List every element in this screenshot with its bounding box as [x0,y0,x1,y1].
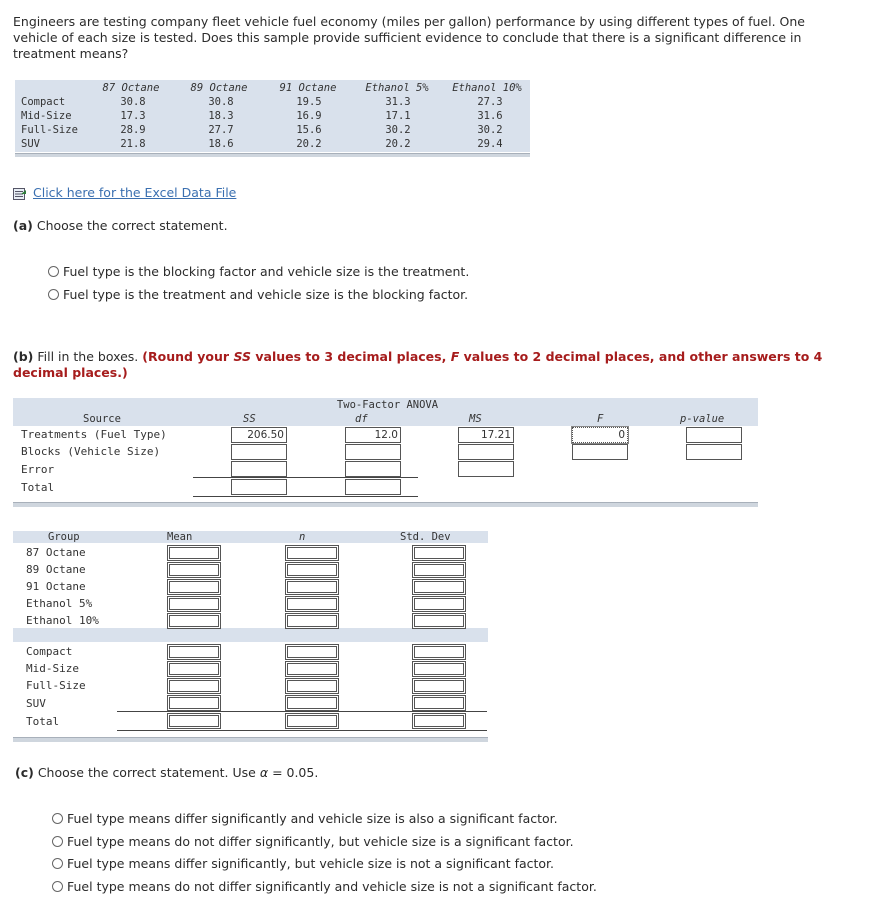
table-cell: 27.7 [208,124,234,136]
group-total-line-bottom [117,730,487,731]
row-label: SUV [21,138,40,150]
table-cell: 17.3 [120,110,146,122]
anova-title: Two-Factor ANOVA [336,399,439,411]
col-header: Ethanol 5% [365,82,429,94]
ss-treatments-input[interactable]: 206.50 [231,427,287,443]
row-label: Compact [21,96,66,108]
sd-header: Std. Dev [400,531,451,543]
mean-input[interactable] [167,545,221,561]
group-size-label: Full-Size [26,679,86,692]
group-fuel-label: Ethanol 5% [26,597,93,610]
n-input[interactable] [285,562,339,578]
part-a-prompt [13,218,228,233]
n-input[interactable] [285,713,339,729]
mean-input[interactable] [167,695,221,711]
part-a-text: Choose the correct statement. [36,218,228,233]
group-size-label: Total [26,715,60,728]
sd-input[interactable] [412,613,466,629]
mean-input[interactable] [167,713,221,729]
p-treatments-input[interactable] [686,427,742,443]
mean-input[interactable] [167,613,221,629]
mean-input[interactable] [167,562,221,578]
n-input[interactable] [285,596,339,612]
part-c-option-3-label[interactable]: Fuel type means differ significantly, but vehicle size is not a significant factor. [67,856,555,871]
table-cell: 17.1 [385,110,411,122]
mean-input[interactable] [167,579,221,595]
table-cell: 15.6 [296,124,322,136]
part-b-instr-ss: SS [233,349,252,364]
part-b-instr-1: (Round your [142,349,234,364]
anova-row-label: Error [21,463,55,476]
group-separator-band [13,628,488,642]
col-header: 89 Octane [190,82,248,94]
table-cell: 20.2 [385,138,411,150]
table-cell: 18.3 [208,110,234,122]
f-treatments-input[interactable]: 0 [572,427,628,443]
part-b-text: Fill in the boxes. [37,349,139,364]
table-cell: 27.3 [477,96,503,108]
part-c-option-3-radio[interactable] [52,858,63,869]
df-error-input[interactable] [345,461,401,477]
sd-input[interactable] [412,661,466,677]
group-fuel-label: 87 Octane [26,546,86,559]
part-c-option-1-radio[interactable] [52,813,63,824]
anova-row-label: Total [21,481,55,494]
sd-input[interactable] [412,713,466,729]
question-intro: Engineers are testing company fleet vehicle fuel economy (miles per gallon) performance by using different types of fuel. One vehicle of each size is tested. Does this sample provide sufficient evidence to conclude that there is a significant difference in treatment means? [13,14,805,61]
sd-input[interactable] [412,596,466,612]
anova-total-line-bottom [193,496,418,497]
mean-input[interactable] [167,678,221,694]
group-size-label: Compact [26,645,73,658]
df-treatments-input[interactable]: 12.0 [345,427,401,443]
part-b-prompt [13,349,843,381]
group-total-line [117,711,487,712]
alpha-value: = 0.05. [272,765,319,780]
table-cell: 21.8 [120,138,146,150]
table-cell: 30.2 [385,124,411,136]
anova-header-ms: MS [469,413,482,425]
mean-header: Mean [167,531,193,543]
part-c-option-4-label[interactable]: Fuel type means do not differ significantly and vehicle size is not a significant factor. [67,879,597,894]
anova-header-p: p-value [680,413,725,425]
part-c-option-2-label[interactable]: Fuel type means do not differ significantly, but vehicle size is a significant factor. [67,834,574,849]
n-input[interactable] [285,678,339,694]
group-size-label: SUV [26,697,46,710]
ms-treatments-input[interactable]: 17.21 [458,427,514,443]
sd-input[interactable] [412,644,466,660]
part-b-label: (b) [13,349,34,364]
n-input[interactable] [285,579,339,595]
anova-header-ss: SS [243,413,256,425]
ms-blocks-input[interactable] [458,444,514,460]
ss-total-input[interactable] [231,479,287,495]
table-cell: 19.5 [296,96,322,108]
df-total-input[interactable] [345,479,401,495]
table-cell: 30.8 [120,96,146,108]
col-header: 87 Octane [102,82,160,94]
ss-blocks-input[interactable] [231,444,287,460]
part-c-option-2-radio[interactable] [52,836,63,847]
anova-row-label: Blocks (Vehicle Size) [21,445,161,458]
mean-input[interactable] [167,596,221,612]
table-cell: 20.2 [296,138,322,150]
group-fuel-label: Ethanol 10% [26,614,99,627]
df-blocks-input[interactable] [345,444,401,460]
part-a-label: (a) [13,218,33,233]
group-fuel-label: 89 Octane [26,563,86,576]
f-blocks-input[interactable] [572,444,628,460]
col-header: 91 Octane [279,82,337,94]
ms-error-input[interactable] [458,461,514,477]
excel-data-link[interactable]: Click here for the Excel Data File [33,185,237,200]
table-cell: 18.6 [208,138,234,150]
table-cell: 28.9 [120,124,146,136]
anova-header-df: df [355,413,368,425]
mean-input[interactable] [167,644,221,660]
sd-input[interactable] [412,562,466,578]
table-cell: 30.2 [477,124,503,136]
anova-header-f: F [597,413,604,425]
group-header: Group [48,531,80,543]
part-c-prompt [15,765,318,780]
table-cell: 30.8 [208,96,234,108]
table-cell: 29.4 [477,138,503,150]
part-b-instr-f: F [450,349,460,364]
ss-error-input[interactable] [231,461,287,477]
part-a-option-1-label[interactable]: Fuel type is the blocking factor and vehicle size is the treatment. [63,264,470,279]
row-label: Full-Size [21,124,78,136]
sd-input[interactable] [412,579,466,595]
p-blocks-input[interactable] [686,444,742,460]
part-a-option-2-radio[interactable] [48,289,59,300]
group-bottom [13,737,488,742]
sd-input[interactable] [412,695,466,711]
table-cell: 31.6 [477,110,503,122]
data-table-bottom [15,153,530,157]
group-fuel-label: 91 Octane [26,580,86,593]
n-header: n [299,531,306,543]
part-c-option-1-label[interactable]: Fuel type means differ significantly and vehicle size is also a significant factor. [67,811,558,826]
group-size-label: Mid-Size [26,662,79,675]
part-a-option-2-label[interactable]: Fuel type is the treatment and vehicle size is the blocking factor. [63,287,469,302]
part-c-option-4-radio[interactable] [52,881,63,892]
part-a-option-1-radio[interactable] [48,266,59,277]
n-input[interactable] [285,613,339,629]
n-input[interactable] [285,644,339,660]
anova-row-label: Treatments (Fuel Type) [21,428,167,441]
part-c-text: Choose the correct statement. Use [37,765,256,780]
n-input[interactable] [285,661,339,677]
anova-header-source: Source [83,413,121,425]
part-b-instr-3: values to 2 decimal places, and other answers to 4 decimal places.) [13,349,823,380]
alpha-symbol: α [259,765,269,780]
n-input[interactable] [285,695,339,711]
sd-input[interactable] [412,545,466,561]
anova-total-line [193,477,418,478]
col-header: Ethanol 10% [452,82,522,94]
anova-bottom [13,502,758,507]
n-input[interactable] [285,545,339,561]
part-b-instr-2: values to 3 decimal places, [251,349,451,364]
excel-file-icon[interactable] [13,185,27,197]
table-cell: 16.9 [296,110,322,122]
sd-input[interactable] [412,678,466,694]
part-c-label: (c) [15,765,34,780]
table-cell: 31.3 [385,96,411,108]
mean-input[interactable] [167,661,221,677]
row-label: Mid-Size [21,110,72,122]
